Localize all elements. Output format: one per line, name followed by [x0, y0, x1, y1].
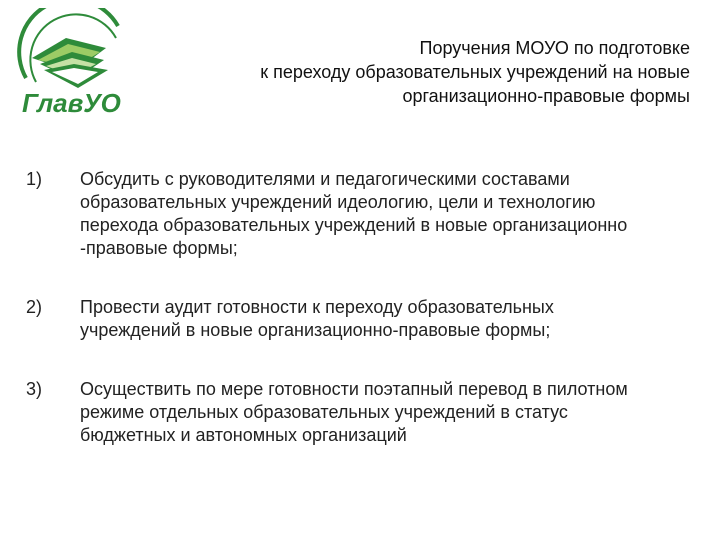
- item-line: бюджетных и автономных организаций: [80, 425, 407, 445]
- glavuo-logo: [8, 8, 143, 118]
- item-line: учреждений в новые организационно-правовые формы;: [80, 320, 551, 340]
- item-line: перехода образовательных учреждений в новые организационно: [80, 215, 628, 235]
- item-line: Провести аудит готовности к переходу образовательных: [80, 297, 554, 317]
- item-number: 2): [26, 297, 43, 317]
- list-item: [26, 378, 696, 447]
- item-number: 3): [26, 379, 43, 399]
- item-line: Осуществить по мере готовности поэтапный перевод в пилотном: [80, 379, 628, 399]
- item-text: [80, 296, 696, 342]
- book-emblem-icon: [8, 8, 143, 118]
- item-line: режиме отдельных образовательных учреждений в статус: [80, 402, 568, 422]
- item-line: -правовые формы;: [80, 238, 238, 258]
- item-text: [80, 378, 696, 447]
- page-title: [130, 36, 690, 108]
- title-line: организационно-правовые формы: [402, 86, 690, 106]
- list-item: [26, 296, 696, 342]
- svg-text:ГлавУО: ГлавУО: [22, 88, 121, 118]
- item-text: [80, 168, 696, 260]
- task-list: [26, 168, 696, 483]
- title-line: к переходу образовательных учреждений на новые: [260, 62, 690, 82]
- item-number: 1): [26, 169, 43, 189]
- list-item: [26, 168, 696, 260]
- title-line: Поручения МОУО по подготовке: [419, 38, 690, 58]
- item-line: образовательных учреждений идеологию, цели и технологию: [80, 192, 596, 212]
- item-line: Обсудить с руководителями и педагогическими составами: [80, 169, 570, 189]
